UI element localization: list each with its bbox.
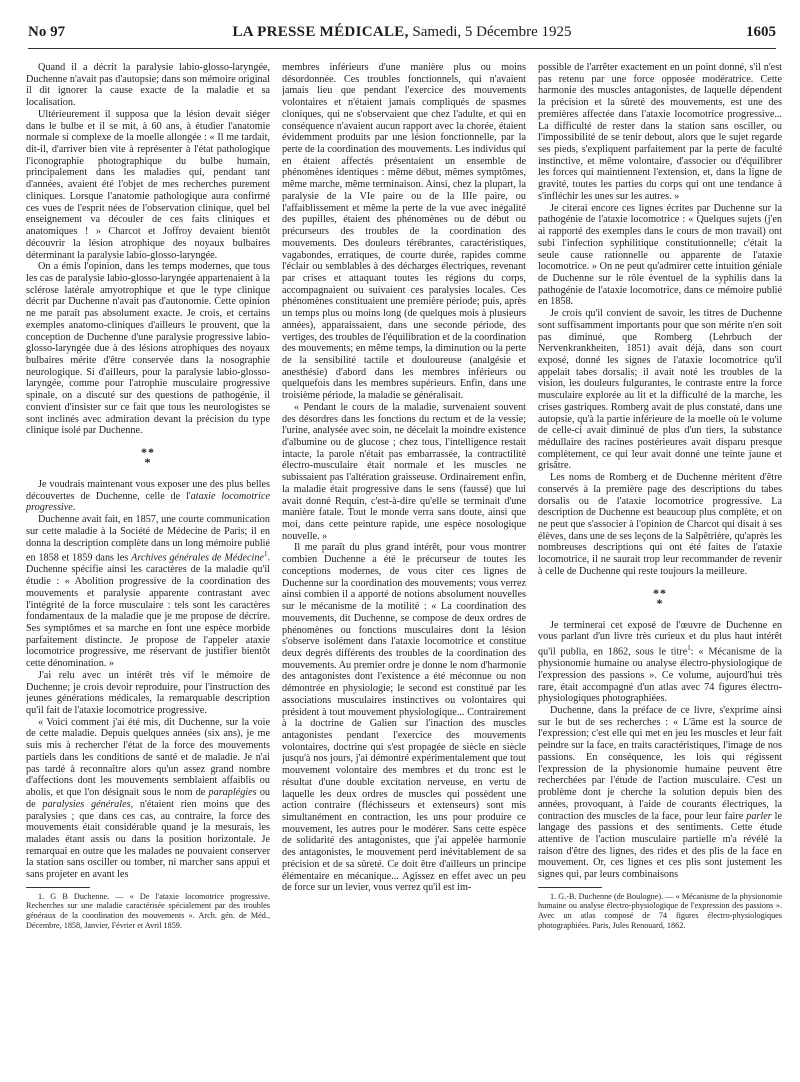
section-ornament: ** *: [141, 445, 155, 469]
paragraph: Duchenne, dans la préface de ce livre, s'exprime ainsi sur le but de ses recherches : « L'âme est la source de l'expression; c'est elle qui met en jeu les muscles et leur fait peindre sur la face, en traits caractéristiques, l'image de nos passions. En conséquence, les lois qui régissent l'expression de la physionomie humaine peuvent être recherchées par l'étude de l'action musculaire. C'est un problème dont je cherche la solution depuis bien des années, provoquant, à l'aide de courants électriques, la contraction des muscles de la face, pour leur faire parler le langage des passions et des sentiments. Cette étude attentive de l'action musculaire partielle m'a révélé la raison d'être des lignes, des rides et des plis de la face en mouvement. Or, ces lignes et ces plis sont justement les signes qui, par leurs combinaisons: [538, 705, 782, 881]
column-1: [26, 62, 270, 1070]
footnote-ref: 1: [263, 550, 268, 559]
paragraph: Ultérieurement il supposa que la lésion devait siéger dans le bulbe et il se mit, à 60 ans, à étudier l'anatomie normale si complexe de la moelle allongée : « Il me tardait, dit-il, d'arriver bien vite à représenter à l'état pathologique l'iconographie photographique du bulbe humain, principalement dans les maladies qui, pendant tant d'années, avaient été l'objet de mes recherches purement cliniques. Lorsque l'anatomie pathologique aura confirmé ces vues de l'esprit nées de l'observation clinique, quel bel enseignement va découler de ces faits cliniques et anatomiques ! » Charcot et Joffroy devaient bientôt découvrir la lésion atrophique des noyaux bulbaires déterminant la paralysie labio-glosso-laryngée.: [26, 108, 270, 261]
paragraph: « Voici comment j'ai été mis, dit Duchenne, sur la voie de cette maladie. Depuis quelques années (six ans), je me suis mis à rechercher l'état de la force des mouvements partiels dans les conditions de santé et de maladie. Je n'ai pas tardé à reconnaître alors qu'un assez grand nombre d'affections dont les mouvements semblaient affaiblis ou abolis, et que l'on désignait sous le nom de paraplégies ou de paralysies générales, n'étaient rien moins que des paralysies ; que dans ces cas, au contraire, la force des mouvements était considérable quand je la mesurais, les malades étant assis ou dans la position horizontale. Je remarquai en outre que les malades ne pouvaient conserver la station sans osciller ou tomber, ni marcher sans appui et sans projeter en avant les: [26, 716, 270, 881]
issue-number: No 97: [28, 24, 66, 40]
paragraph: membres inférieurs d'une manière plus ou moins désordonnée. Ces troubles fonctionnels, qui n'avaient jamais lieu que pendant l'exercice des mouvements volontaires et n'étaient jamais compliqués de spasmes cloniques, qui ne s'observaient que chez l'adulte, et qui en conséquence n'avaient aucun rapport avec la chorée, étaient évidemment produits par une lésion fonctionnelle, par la perte de la coordination des mouvements. Les individus qui en étaient affectés présentaient un ensemble de phénomènes identiques : même début, mêmes symptômes, même marche, même terminaison. Ainsi, chez la plupart, la paralysie de la VIe paire ou de la IIIe paire, ou l'affaiblissement et même la perte de la vue avec inégalité des pupilles, étaient des phénomènes ou de début ou précurseurs des troubles de la coordination des mouvements. Des douleurs térébrantes, caractéristiques, vagabondes, erratiques, de courte durée, rapides comme l'éclair ou semblables à des décharges électriques, revenant par crises et attaquant toutes les régions du corps, accompagnaient ou suivaient ces paralysies locales. Ces phénomènes constituaient une première période; puis, après un temps plus ou moins long (de quelques mois à plusieurs années), apparaissaient, dans une seconde période, des vertiges, des troubles de l'équilibration et de la coordination des mouvements; en même temps, la diminution ou la perte de la sensibilité tactile et douloureuse (analgésie et anesthésie) d'abord dans les membres inférieurs ou quelquefois dans les membres supérieurs. Enfin, dans une troisième période, la maladie se généralisait.: [282, 62, 526, 402]
paragraph: Il me paraît du plus grand intérêt, pour vous montrer combien Duchenne a été le précurseur de toutes les conceptions modernes, de vous citer ces lignes de Duchenne sur la coordination des mouvements; vous verrez ainsi combien il a apporté de notions absolument nouvelles sur le mécanisme de la motilité : « La coordination des mouvements, dit Duchenne, se compose de deux ordres de phénomènes ou fonctions musculaires dont la lésion s'observe isolément dans l'ataxie locomotrice et constitue deux degrés différents des troubles de la coordination des mouvements. Au premier ordre je donne le nom d'harmonie des antagonistes dont l'existence a été méconnue ou non démontrée en physiologie; le second est constitué par les associations musculaires instinctives ou volontaires qui président à tout mouvement physiologique... Contrairement à la doctrine de Galien sur l'inaction des muscles antagonistes pendant l'exercice des mouvements volontaires, doctrine qui s'est propagée de siècle en siècle jusqu'à nos jours, j'ai démontré expérimentalement que tout mouvement volontaire des membres et du tronc est le résultat d'une double excitation nerveuse, en vertu de laquelle les deux ordres de muscles qui possèdent une action contraire (fléchisseurs et extenseurs) sont mis simultanément en contraction, les uns pour produire ce mouvement, les autres pour le modérer. Sans cette espèce de solidarité des antagonistes, que j'ai appelée harmonie des antagonistes, le mouvement perd inévitablement de sa précision et de sa sûreté. Ce doit être d'ailleurs un principe élémentaire en mécanique... Agissez en effet avec un peu de force sur un levier, vous verrez qu'il est im-: [282, 542, 526, 894]
paragraph: possible de l'arrêter exactement en un point donné, s'il n'est pas retenu par une force opposée modératrice. Cette harmonie des muscles antagonistes, de laquelle dépendent la précision et la sûreté des mouvements, est une des premières affectée dans l'ataxie locomotrice progressive... La difficulté de rester dans la station sans osciller, ou l'impossibilité de se tenir debout, alors que le sujet regarde ses pieds, s'expliquent parfaitement par la perte de faculté instinctive, et même volontaire, d'associer ou d'équilibrer les forces qui maintiennent l'extension, et, dans la ligne de gravité, toutes les parties du corps qui ont une tendance à s'infléchir les unes sur les autres. »: [538, 62, 782, 202]
column-2: [282, 62, 526, 1070]
footnote-ref: 1: [687, 644, 691, 653]
footnote: 1. G.-B. Duchenne (de Boulogne). — « Mécanisme de la physionomie humaine ou analyse électro-physiologique de l'expression des passions ». Avec un atlas composé de 74 figures électro-physiologiques photographiées. Paris, Jules Renouard, 1862.: [538, 891, 782, 930]
journal-title: LA PRESSE MÉDICALE,: [232, 24, 409, 40]
paragraph: Duchenne avait fait, en 1857, une courte communication sur cette maladie à la Société de Médecine de Paris; il en donna la description complète dans un long mémoire publié en 1858 et 1859 dans les Archives générales de Médecine$^1$. Duchenne spécifie ainsi les caractères de la maladie qu'il étudie : « Abolition progressive de la coordination des mouvements et paralysie apparente contrastant avec l'intégrité de la force musculaire : tels sont les caractères fondamentaux de la maladie que je me propose de décrire. Ses symptômes et sa marche en font une espèce morbide parfaitement distincte. Je propose de l'appeler ataxie locomotrice progressive, me réservant de justifier bientôt cette dénomination. »: [26, 514, 270, 670]
section-ornament: ** *: [653, 585, 667, 610]
text-columns: [26, 62, 782, 1070]
column-3: [538, 62, 782, 1070]
masthead: [28, 24, 776, 41]
paragraph: J'ai relu avec un intérêt très vif le mémoire de Duchenne; je crois devoir reproduire, pour l'instruction des jeunes générations médicales, la remarquable description qu'il fait de l'ataxie locomotrice progressive.: [26, 669, 270, 717]
paragraph: Je terminerai cet exposé de l'œuvre de Duchenne en vous parlant d'un livre très curieux et du plus haut intérêt qu'il publia, en 1862, sous le titre$^1$: « Mécanisme de la physionomie humaine ou analyse électro-physiologique de l'expression des passions ». Ce volume, aujourd'hui très rare, était accompagné d'un atlas avec 74 figures électro-physiologiques photographiées.: [538, 619, 782, 705]
footnote-rule: [538, 887, 602, 888]
paragraph: Je citerai encore ces lignes écrites par Duchenne sur la pathogénie de l'ataxie locomotrice : « Quelques sujets (j'en ai rapporté des exemples dans le cours de mon travail) ont subi l'infection syphilitique constitutionnelle; c'était la seule cause rationnelle ou apparente de l'ataxie locomotrice. » On ne peut qu'admirer cette intuition géniale de Duchenne sur le rôle éventuel de la syphilis dans la pathogénie de l'ataxie locomotrice, dans ce mémoire publié en 1858.: [538, 202, 782, 308]
page-number: 1605: [746, 24, 776, 40]
paragraph: Quand il a décrit la paralysie labio-glosso-laryngée, Duchenne n'avait pas d'autopsie; dans son mémoire original il dit ignorer la cause exacte de la maladie et sa localisation.: [26, 62, 270, 109]
page-header: [28, 24, 776, 46]
paragraph: Je crois qu'il convient de savoir, les titres de Duchenne sont suffisamment importants pour que son mérite n'en soit pas diminué, que Romberg (Lehrbuch der Nervenkrankheiten, 1851) avait déjà, dans son court exposé, donné les signes de l'ataxie locomotrice qu'il appelait tabes dorsalis; il avait noté les troubles de la vision, les douleurs fulgurantes, le contraste entre la force musculaire explorée au lit et la difficulté de la marche, les crises gastriques. Romberg avait de plus constaté, dans une autopsie, qu'à la partie inférieure de la moelle où le volume de celle-ci avait diminué de plus d'un tiers, la substance médullaire des racines postérieures avait disparu presque complètement, ce qui leur avait donné une teinte jaune et grisâtre.: [538, 308, 782, 472]
paragraph: On a émis l'opinion, dans les temps modernes, que tous les cas de paralysie labio-glosso-laryngée appartenaient à la sclérose latérale amyotrophique et que le type clinique décrit par Duchenne n'avait pas d'autonomie. Cette opinion ne me paraît pas absolument exacte. Je crois, et certains exemples anatomo-cliniques d'ailleurs le prouvent, que la conception de Duchenne d'une paralysie progressive labio-glosso-laryngée due à des lésions atrophiques des noyaux bulbaires mérite d'être conservée dans la nosographie neurologique. Si d'ailleurs, pour la paralysie labio-glosso-laryngée, comme pour l'atrophie musculaire progressive spinale, on a discuté sur des questions de pathogénie, il convient d'insister sur ce fait que tous les neurologistes se sont inclinés avec admiration devant la précision du type clinique isolé par Duchenne.: [26, 261, 270, 437]
footnote: 1. G B Duchenne. — « De l'ataxie locomotrice progressive. Recherches sur une maladie caractérisée spécialement par des troubles généraux de la coordination des mouvements ». Arch. gén. de Méd., Décembre, 1858, Janvier, Février et Avril 1859.: [26, 891, 270, 930]
paragraph: Les noms de Romberg et de Duchenne méritent d'être conservés à la première page des descriptions du tabes dorsalis ou de l'ataxie locomotrice progressive. La description de Duchenne est beaucoup plus complète, et on ne peut que s'associer à l'opinion de Charcot qui disait à ses élèves, dans une de ses leçons de la Salpêtrière, qu'après les nombreuses descriptions qui ont été faites de l'ataxie locomotrice, il ne saurait trop leur recommander de revenir à celle de Duchenne qui reste toujours la meilleure.: [538, 472, 782, 577]
header-rule: [28, 48, 776, 49]
paragraph: Je voudrais maintenant vous exposer une des plus belles découvertes de Duchenne, celle de l'ataxie locomotrice progressive.: [26, 479, 270, 514]
footnote-rule: [26, 887, 90, 888]
paragraph: « Pendant le cours de la maladie, survenaient souvent des désordres dans les fonctions du rectum et de la vessie; l'urine, analysée avec soin, ne décelait la moindre existence d'albumine ou de glucose ; chez tous, l'intelligence restait intacte, la parole n'était pas embarrassée, la contractilité électro-musculaire était normale et les muscles ne subissaient pas l'altération graisseuse. Ordinairement enfin, la maladie était progressive dans le sens (faussé) que lui avait donné Requin, c'est-à-dire qu'elle se terminait d'une manière fatale. Tout le monde verra sans doute, ainsi que moi, dans cette peinture rapide, une espèce nosologique nouvelle. »: [282, 401, 526, 542]
issue-date: Samedi, 5 Décembre 1925: [412, 24, 572, 40]
